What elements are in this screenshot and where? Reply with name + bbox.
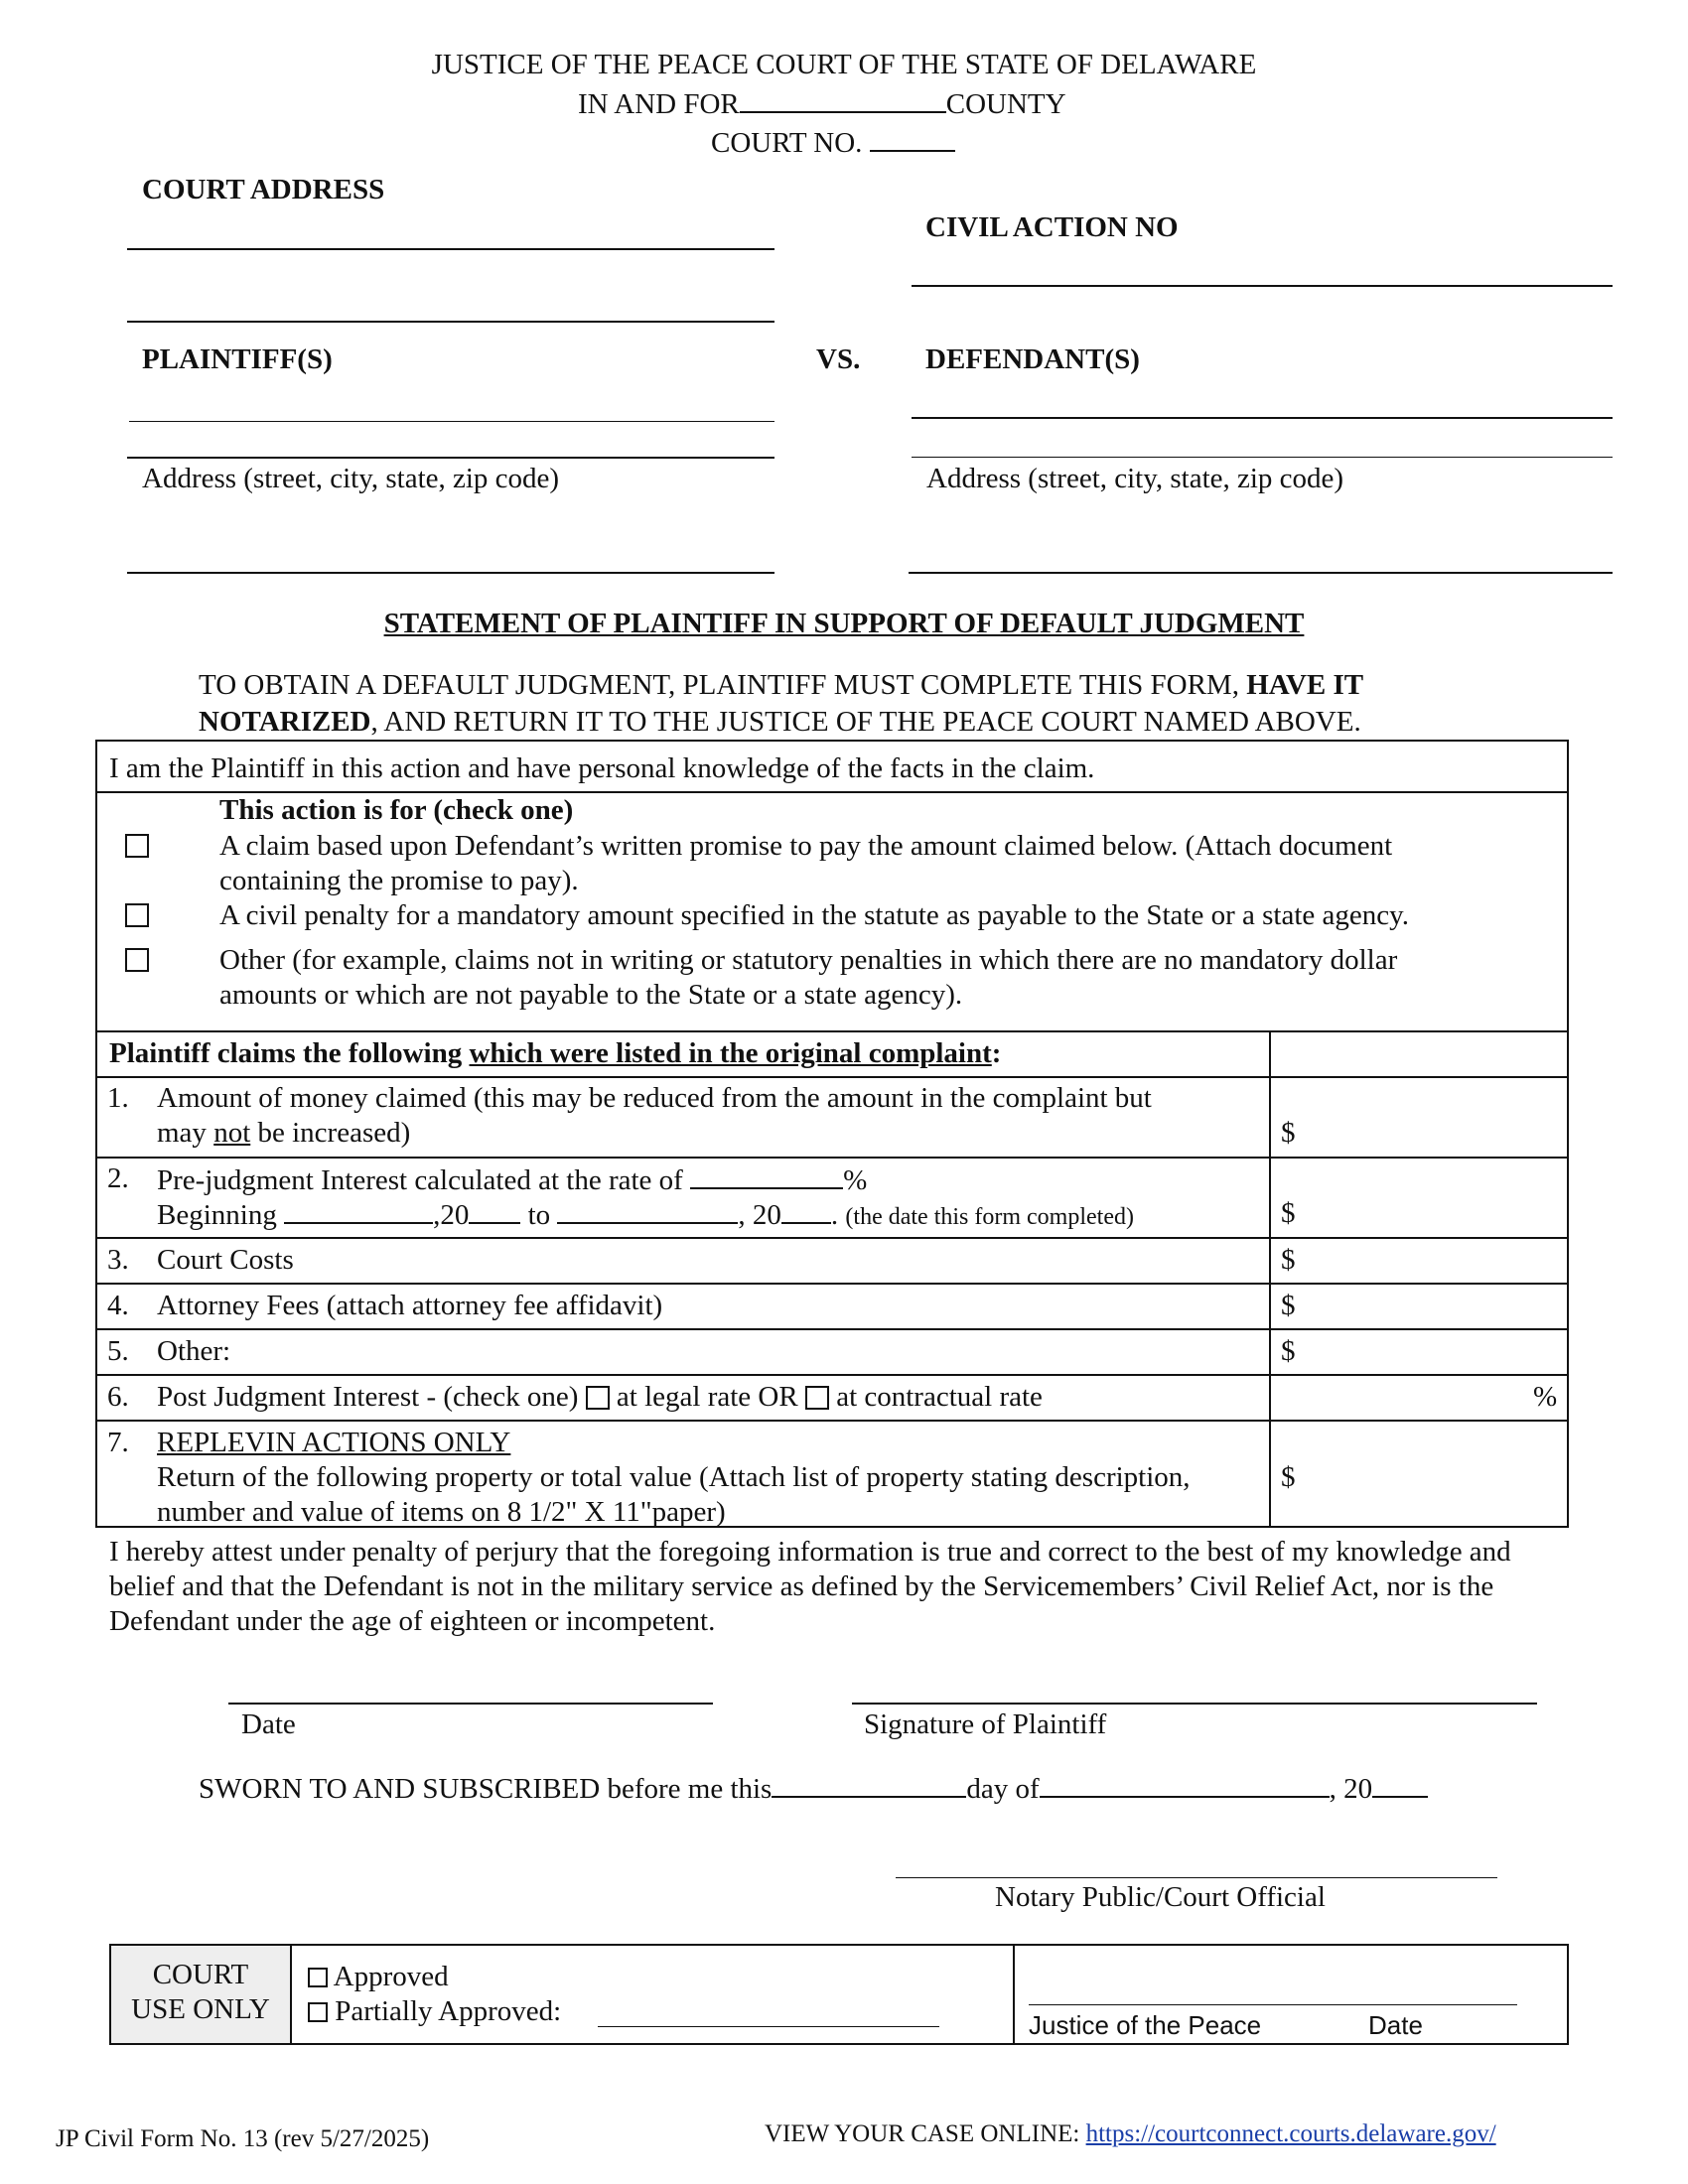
plaintiff-signature-line[interactable] xyxy=(852,1703,1537,1705)
action-option-1-line-1: A claim based upon Defendant’s written promise to pay the amount claimed below. (Attach document xyxy=(219,830,1393,862)
approved-checkbox[interactable] xyxy=(308,1968,328,1987)
row-2-amount[interactable]: $ xyxy=(1281,1197,1296,1229)
sworn-day-field[interactable] xyxy=(772,1770,966,1798)
case-online-link[interactable]: https://courtconnect.courts.delaware.gov/ xyxy=(1085,2120,1496,2147)
court-title: JUSTICE OF THE PEACE COURT OF THE STATE OF DELAWARE xyxy=(431,49,1257,80)
legal-rate-checkbox[interactable] xyxy=(586,1386,610,1410)
plaintiff-name-line-2[interactable] xyxy=(127,457,774,459)
begin-date-field[interactable] xyxy=(284,1196,433,1224)
row-7-number: 7. xyxy=(107,1427,129,1458)
contractual-rate-checkbox[interactable] xyxy=(805,1386,829,1410)
instructions-line-2: NOTARIZED, AND RETURN IT TO THE JUSTICE OF THE PEACE COURT NAMED ABOVE. xyxy=(199,706,1361,738)
defendant-name-line[interactable] xyxy=(912,417,1613,419)
row-6-number: 6. xyxy=(107,1381,129,1413)
plaintiff-address-label: Address (street, city, state, zip code) xyxy=(142,463,560,494)
row-3-number: 3. xyxy=(107,1244,129,1276)
action-option-3-line-2: amounts or which are not payable to the State or a state agency). xyxy=(219,979,963,1011)
row-5-amount[interactable]: $ xyxy=(1281,1335,1296,1367)
defendants-label: DEFENDANT(S) xyxy=(925,343,1140,375)
row-4-label: Attorney Fees (attach attorney fee affidavit) xyxy=(157,1290,663,1321)
row-6-label: Post Judgment Interest - (check one) at legal rate OR at contractual rate xyxy=(157,1381,1043,1413)
court-no-field[interactable] xyxy=(870,124,955,152)
action-option-3-line-1: Other (for example, claims not in writing or statutory penalties in which there are no mandatory dollar xyxy=(219,944,1398,976)
action-option-1-checkbox[interactable] xyxy=(125,834,149,858)
sworn-line: SWORN TO AND SUBSCRIBED before me this day of , 20 xyxy=(199,1770,1428,1806)
row-7-line-2: Return of the following property or total value (Attach list of property stating description, xyxy=(157,1461,1191,1493)
action-heading: This action is for (check one) xyxy=(219,794,574,826)
instructions-line-1: TO OBTAIN A DEFAULT JUDGMENT, PLAINTIFF MUST COMPLETE THIS FORM, HAVE IT xyxy=(199,669,1364,701)
row-2-line-2: Beginning ,20 to , 20 . (the date this form completed) xyxy=(157,1196,1134,1234)
action-option-3-checkbox[interactable] xyxy=(125,948,149,972)
partially-approved-line[interactable] xyxy=(598,2026,939,2027)
defendant-name-line-2[interactable] xyxy=(912,457,1613,458)
row-5-number: 5. xyxy=(107,1335,129,1367)
vs-label: VS. xyxy=(816,343,861,375)
row-7-heading: REPLEVIN ACTIONS ONLY xyxy=(157,1427,511,1458)
action-option-2-line-1: A civil penalty for a mandatory amount specified in the statute as payable to the State or a state agency. xyxy=(219,899,1409,931)
action-option-2-checkbox[interactable] xyxy=(125,903,149,927)
form-title: STATEMENT OF PLAINTIFF IN SUPPORT OF DEFAULT JUDGMENT xyxy=(383,608,1305,639)
county-field[interactable] xyxy=(740,85,946,113)
row-4-amount[interactable]: $ xyxy=(1281,1290,1296,1321)
court-use-label-2: USE ONLY xyxy=(131,1993,270,2025)
defendant-address-label: Address (street, city, state, zip code) xyxy=(926,463,1344,494)
row-1-number: 1. xyxy=(107,1082,129,1114)
plaintiff-signature-label: Signature of Plaintiff xyxy=(864,1708,1107,1740)
interest-rate-field[interactable] xyxy=(690,1161,843,1189)
row-1-line-2: may not be increased) xyxy=(157,1117,411,1149)
justice-label: Justice of the Peace xyxy=(1029,2010,1262,2040)
court-address-label: COURT ADDRESS xyxy=(142,174,385,205)
civil-action-line[interactable] xyxy=(912,285,1613,287)
form-number: JP Civil Form No. 13 (rev 5/27/2025) xyxy=(56,2125,430,2152)
sworn-month-field[interactable] xyxy=(1040,1770,1330,1798)
end-date-field[interactable] xyxy=(557,1196,738,1224)
view-case-online: VIEW YOUR CASE ONLINE: https://courtconnect.courts.delaware.gov/ xyxy=(765,2120,1496,2147)
row-1-amount[interactable]: $ xyxy=(1281,1117,1296,1149)
court-no-line: COURT NO. xyxy=(711,124,955,160)
partially-approved-checkbox[interactable] xyxy=(308,2002,328,2022)
plaintiff-name-line[interactable] xyxy=(129,421,774,422)
attestation-line-3: Defendant under the age of eighteen or incompetent. xyxy=(109,1605,716,1637)
notary-signature-line[interactable] xyxy=(896,1877,1497,1878)
county-line: IN AND FOR COUNTY xyxy=(578,85,1066,121)
row-3-amount[interactable]: $ xyxy=(1281,1244,1296,1276)
begin-year-field[interactable] xyxy=(469,1196,520,1224)
sworn-year-field[interactable] xyxy=(1372,1770,1428,1798)
row-3-label: Court Costs xyxy=(157,1244,294,1276)
date-line[interactable] xyxy=(228,1703,713,1705)
partially-approved-option[interactable]: Partially Approved: xyxy=(308,1994,561,2028)
court-address-line-1[interactable] xyxy=(127,248,774,250)
row-4-number: 4. xyxy=(107,1290,129,1321)
claims-heading: Plaintiff claims the following which were listed in the original complaint: xyxy=(109,1037,1002,1069)
end-year-field[interactable] xyxy=(781,1196,831,1224)
court-address-line-2[interactable] xyxy=(127,321,774,323)
row-5-label: Other: xyxy=(157,1335,231,1367)
attestation-line-2: belief and that the Defendant is not in the military service as defined by the Servicemembers’ Civil Relief Act, nor is the xyxy=(109,1570,1494,1602)
row-7-amount[interactable]: $ xyxy=(1281,1461,1296,1493)
approved-option[interactable]: Approved xyxy=(308,1960,449,1993)
defendant-address-line[interactable] xyxy=(909,572,1613,574)
notary-label: Notary Public/Court Official xyxy=(995,1881,1326,1913)
row-1-line-1: Amount of money claimed (this may be reduced from the amount in the complaint but xyxy=(157,1082,1152,1114)
row-2-line-1: Pre-judgment Interest calculated at the rate of % xyxy=(157,1161,867,1197)
intro-statement: I am the Plaintiff in this action and have personal knowledge of the facts in the claim. xyxy=(109,752,1095,784)
court-use-label-1: COURT xyxy=(152,1959,249,1990)
date-label: Date xyxy=(241,1708,296,1740)
attestation-line-1: I hereby attest under penalty of perjury that the foregoing information is true and correct to the best of my knowledge and xyxy=(109,1536,1511,1568)
row-6-percent[interactable]: % xyxy=(1533,1381,1558,1413)
civil-action-label: CIVIL ACTION NO xyxy=(925,211,1179,243)
plaintiff-address-line[interactable] xyxy=(127,572,774,574)
plaintiffs-label: PLAINTIFF(S) xyxy=(142,343,333,375)
justice-signature-line[interactable] xyxy=(1029,2004,1517,2005)
action-option-1-line-2: containing the promise to pay). xyxy=(219,865,579,896)
justice-date-label: Date xyxy=(1368,2010,1423,2040)
row-7-line-3: number and value of items on 8 1/2" X 11"paper) xyxy=(157,1496,726,1528)
row-2-number: 2. xyxy=(107,1162,129,1194)
